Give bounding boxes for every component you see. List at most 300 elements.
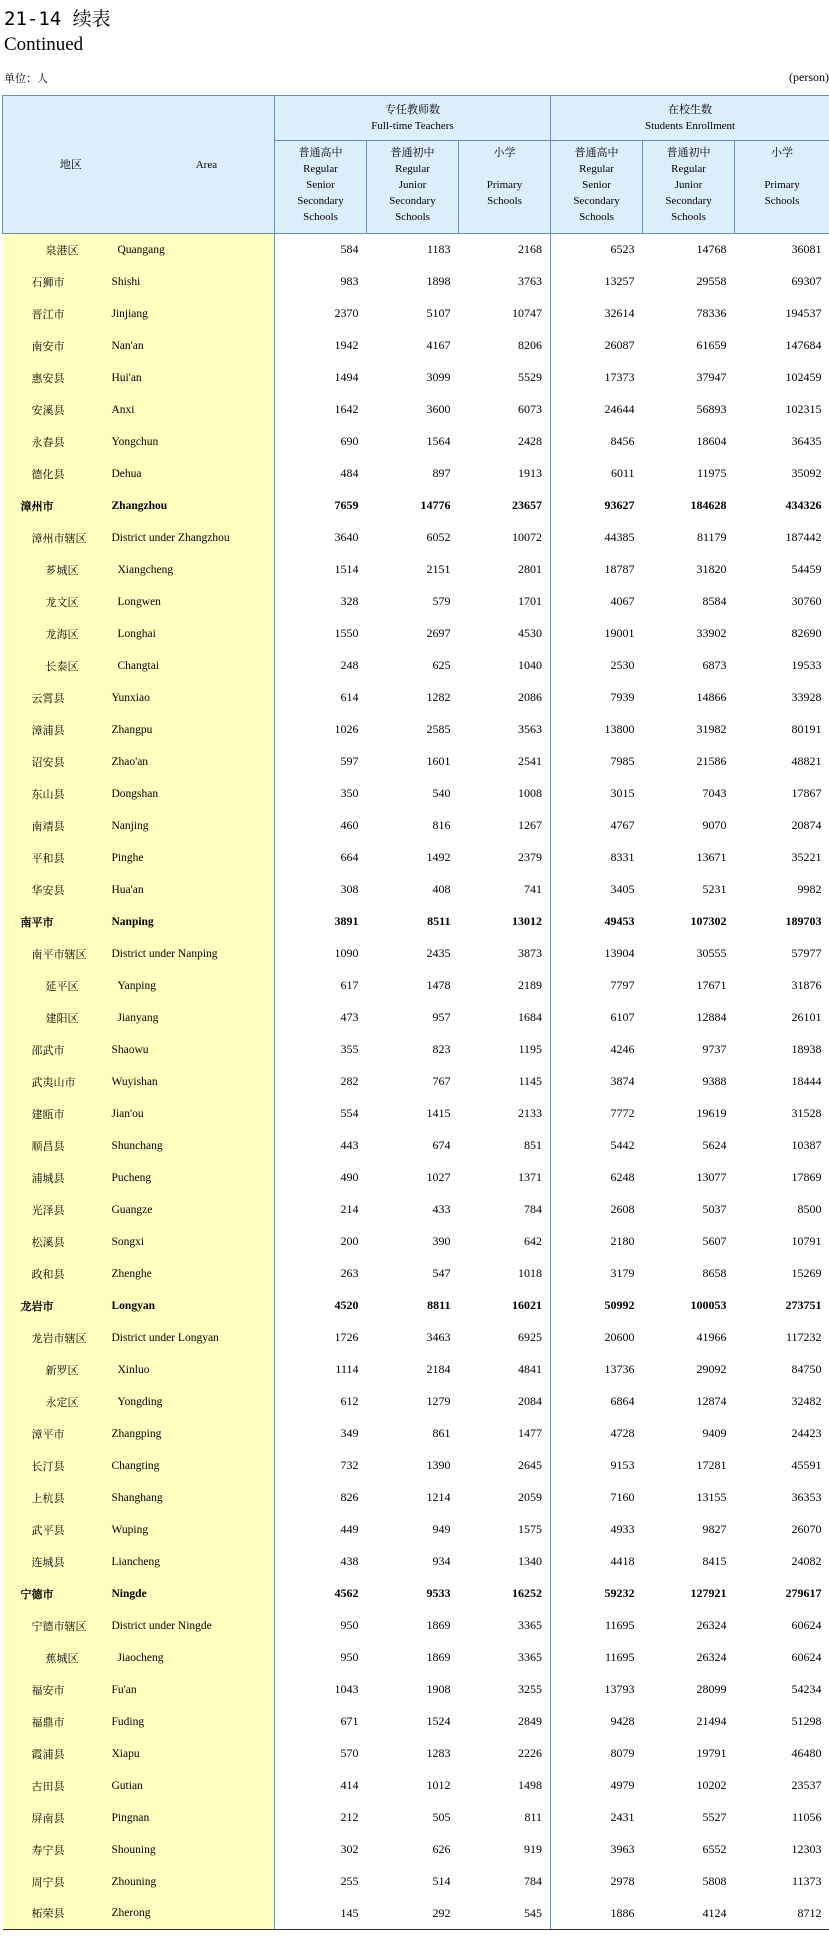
area-name-cn: 南靖县 — [3, 810, 92, 842]
students-primary-cell: 17869 — [791, 1170, 822, 1184]
teachers-senior-cell: 438 — [340, 1554, 359, 1568]
table-row — [3, 1002, 829, 1034]
students-primary-cell: 36081 — [791, 242, 822, 257]
students-primary-cell: 30760 — [791, 594, 822, 608]
table-row — [3, 1706, 829, 1738]
teachers-junior-cell: 816 — [432, 818, 451, 832]
students-primary-cell: 187442 — [785, 530, 822, 544]
students-senior-cell: 3179 — [610, 1266, 635, 1280]
teachers-senior-cell: 355 — [340, 1042, 359, 1056]
teachers-junior-cell: 1869 — [426, 1650, 451, 1664]
teachers-primary-cell: 1008 — [459, 778, 551, 810]
students-junior-cell: 107302 — [690, 914, 727, 928]
table-header — [3, 96, 829, 234]
area-name-en: Nan'an — [92, 330, 275, 362]
students-senior-cell: 7939 — [610, 690, 635, 704]
teachers-junior-cell: 2697 — [426, 626, 451, 640]
students-group-header — [551, 96, 829, 141]
area-name-en: Shaowu — [92, 1034, 275, 1066]
teachers-junior-cell: 14776 — [420, 498, 451, 512]
area-name-cn: 龙文区 — [3, 586, 92, 618]
area-name-en: Songxi — [92, 1226, 275, 1258]
area-name-en: Wuping — [92, 1514, 275, 1546]
students-senior-cell: 13257 — [604, 274, 635, 288]
students-senior-cell: 5442 — [610, 1138, 635, 1152]
teachers-senior-cell: 328 — [340, 594, 359, 608]
table-row — [3, 1770, 829, 1802]
students-junior-cell: 26324 — [696, 1618, 727, 1632]
students-primary-cell: 279617 — [785, 1586, 822, 1600]
area-name-cn: 平和县 — [3, 842, 92, 874]
students-junior-cell: 78336 — [696, 306, 727, 320]
students-junior-cell: 14768 — [696, 242, 727, 257]
teachers-primary-cell: 3255 — [459, 1674, 551, 1706]
students-primary-cell: 69307 — [791, 274, 822, 288]
area-name-cn: 南平市 — [3, 906, 92, 938]
teachers-senior-cell: 950 — [340, 1618, 359, 1632]
students-primary-cell: 102315 — [785, 402, 822, 416]
students-senior-cell: 3405 — [610, 882, 635, 896]
teachers-primary-cell: 16252 — [459, 1578, 551, 1610]
students-junior-cell: 6552 — [702, 1842, 727, 1856]
table-row — [3, 618, 829, 650]
teachers-senior-cell: 1550 — [334, 626, 359, 640]
students-senior-cell: 59232 — [604, 1586, 635, 1600]
teachers-primary-cell: 1575 — [459, 1514, 551, 1546]
students-junior-cell: 17671 — [696, 978, 727, 992]
area-name-en: Xiapu — [92, 1738, 275, 1770]
teachers-primary-cell: 10747 — [459, 298, 551, 330]
area-name-en: Longyan — [92, 1290, 275, 1322]
teachers-junior-cell: 1283 — [426, 1746, 451, 1760]
table-row — [3, 1674, 829, 1706]
students-primary-cell: 24082 — [791, 1554, 822, 1568]
students-primary-cell: 8712 — [735, 1898, 829, 1930]
area-name-en: Pinghe — [92, 842, 275, 874]
students-senior-cell: 4418 — [610, 1554, 635, 1568]
teachers-primary-cell: 3763 — [459, 266, 551, 298]
teachers-primary-cell: 2645 — [459, 1450, 551, 1482]
students-senior-cell: 7985 — [610, 754, 635, 768]
teachers-junior-cell: 505 — [432, 1810, 451, 1824]
teachers-junior-cell: 823 — [432, 1042, 451, 1056]
area-name-cn: 蕉城区 — [3, 1642, 92, 1674]
students-junior-cell: 19791 — [696, 1746, 727, 1760]
teachers-primary-cell: 1701 — [459, 586, 551, 618]
students-primary-cell: 32482 — [791, 1394, 822, 1408]
students-primary-cell: 26070 — [791, 1522, 822, 1536]
students-junior-cell: 28099 — [696, 1682, 727, 1696]
students-junior-cell: 12874 — [696, 1394, 727, 1408]
students-junior-cell: 17281 — [696, 1458, 727, 1472]
teachers-senior-cell: 1043 — [334, 1682, 359, 1696]
area-name-cn: 龙海区 — [3, 618, 92, 650]
students-primary-cell: 19533 — [791, 658, 822, 672]
teachers-junior-cell: 934 — [432, 1554, 451, 1568]
area-name-cn: 建阳区 — [3, 1002, 92, 1034]
students-junior-cell: 5607 — [702, 1234, 727, 1248]
area-name-cn: 武平县 — [3, 1514, 92, 1546]
teachers-junior-cell: 9533 — [426, 1586, 451, 1600]
area-name-en: Pingnan — [92, 1802, 275, 1834]
area-name-en: Jiaocheng — [92, 1642, 275, 1674]
teachers-senior-cell: 950 — [340, 1650, 359, 1664]
students-junior-cell: 30555 — [696, 946, 727, 960]
students-junior-cell: 37947 — [696, 370, 727, 384]
table-row — [3, 1546, 829, 1578]
students-primary-cell: 51298 — [791, 1714, 822, 1728]
teachers-senior-cell: 248 — [340, 658, 359, 672]
area-name-en: Fuding — [92, 1706, 275, 1738]
area-name-cn: 顺昌县 — [3, 1130, 92, 1162]
area-header — [3, 96, 275, 234]
table-row — [3, 234, 829, 266]
students-senior-cell: 9153 — [610, 1458, 635, 1472]
area-name-cn: 上杭县 — [3, 1482, 92, 1514]
teachers-primary-cell: 3563 — [459, 714, 551, 746]
teachers-primary-cell: 5529 — [459, 362, 551, 394]
area-name-cn: 宁德市 — [3, 1578, 92, 1610]
students-junior-cell: 9409 — [702, 1426, 727, 1440]
students-junior-cell: 5231 — [702, 882, 727, 896]
teachers-primary-cell: 1040 — [459, 650, 551, 682]
area-name-cn: 新罗区 — [3, 1354, 92, 1386]
students-primary-cell: 82690 — [791, 626, 822, 640]
teachers-primary-cell: 2541 — [459, 746, 551, 778]
teachers-primary-cell: 10072 — [459, 522, 551, 554]
teachers-primary-cell: 8206 — [459, 330, 551, 362]
students-primary-cell: 80191 — [791, 722, 822, 736]
table-row — [3, 490, 829, 522]
table-row — [3, 1866, 829, 1898]
area-name-cn: 惠安县 — [3, 362, 92, 394]
area-name-en: Fu'an — [92, 1674, 275, 1706]
students-senior-cell: 9428 — [610, 1714, 635, 1728]
teachers-group-header — [275, 96, 551, 141]
page-subtitle: Continued — [4, 34, 84, 55]
table-row — [3, 1898, 829, 1930]
teachers-junior-cell: 6052 — [426, 530, 451, 544]
area-name-en: Zhangping — [92, 1418, 275, 1450]
area-name-cn: 云霄县 — [3, 682, 92, 714]
area-name-cn: 屏南县 — [3, 1802, 92, 1834]
area-name-cn: 长泰区 — [3, 650, 92, 682]
students-senior-cell: 2431 — [610, 1810, 635, 1824]
teachers-header-cn: 专任教师数 — [385, 103, 441, 116]
teachers-junior-cell: 547 — [432, 1266, 451, 1280]
students-junior-cell: 7043 — [702, 786, 727, 800]
teachers-junior-cell: 674 — [432, 1138, 451, 1152]
teachers-senior-cell: 7659 — [334, 498, 359, 512]
students-senior-cell: 24644 — [604, 402, 635, 416]
area-name-en: Jianyang — [92, 1002, 275, 1034]
teachers-senior-cell: 3891 — [334, 914, 359, 928]
students-senior-cell: 6107 — [610, 1010, 635, 1024]
students-junior-cell: 31820 — [696, 562, 727, 576]
teachers-senior-cell: 614 — [340, 690, 359, 704]
students-junior-cell: 13671 — [696, 850, 727, 864]
teachers-primary-cell: 2428 — [459, 426, 551, 458]
students-senior-cell: 18787 — [604, 562, 635, 576]
students-junior-cell: 26324 — [696, 1650, 727, 1664]
students-primary-cell: 20874 — [791, 818, 822, 832]
students-senior-cell: 50992 — [604, 1298, 635, 1312]
teachers-primary-cell: 1340 — [459, 1546, 551, 1578]
table-row — [3, 1130, 829, 1162]
table-row — [3, 682, 829, 714]
students-primary-cell: 10791 — [791, 1234, 822, 1248]
teachers-junior-cell: 1478 — [426, 978, 451, 992]
area-name-en: District under Ningde — [92, 1610, 275, 1642]
students-senior-cell: 20600 — [604, 1330, 635, 1344]
students-primary-cell: 60624 — [791, 1650, 822, 1664]
teachers-senior-cell: 302 — [340, 1842, 359, 1856]
students-junior-cell: 29092 — [696, 1362, 727, 1376]
area-name-cn: 周宁县 — [3, 1866, 92, 1898]
area-name-en: Pucheng — [92, 1162, 275, 1194]
teachers-junior-cell: 626 — [432, 1842, 451, 1856]
table-row — [3, 746, 829, 778]
teachers-senior-cell: 449 — [340, 1522, 359, 1536]
students-primary-cell: 147684 — [785, 338, 822, 352]
students-primary-cell: 102459 — [785, 370, 822, 384]
students-primary-cell: 31876 — [791, 978, 822, 992]
teachers-junior-cell: 1869 — [426, 1618, 451, 1632]
area-name-en: Shouning — [92, 1834, 275, 1866]
students-senior-cell: 2978 — [610, 1874, 635, 1888]
area-name-cn: 漳平市 — [3, 1418, 92, 1450]
students-junior-cell: 41966 — [696, 1330, 727, 1344]
teachers-primary-cell: 2084 — [459, 1386, 551, 1418]
students-junior-cell: 18604 — [696, 434, 727, 448]
area-name-en: Ningde — [92, 1578, 275, 1610]
students-junior-header: 普通初中 Regular Junior Secondary Schools — [643, 141, 735, 234]
teachers-senior-cell: 584 — [340, 242, 359, 257]
students-junior-cell: 6873 — [702, 658, 727, 672]
table-row — [3, 1802, 829, 1834]
teachers-primary-cell: 811 — [459, 1802, 551, 1834]
teachers-primary-cell: 3873 — [459, 938, 551, 970]
teachers-primary-cell: 2379 — [459, 842, 551, 874]
teachers-senior-cell: 690 — [340, 434, 359, 448]
teachers-junior-cell: 1027 — [426, 1170, 451, 1184]
teachers-primary-cell: 1267 — [459, 810, 551, 842]
students-senior-cell: 11695 — [604, 1650, 635, 1664]
students-junior-cell: 10202 — [696, 1778, 727, 1792]
students-senior-cell: 44385 — [604, 530, 635, 544]
table-row — [3, 842, 829, 874]
students-senior-cell: 8331 — [610, 850, 635, 864]
teachers-senior-cell: 2370 — [334, 306, 359, 320]
teachers-primary-cell: 784 — [459, 1866, 551, 1898]
teachers-junior-cell: 3600 — [426, 402, 451, 416]
area-name-cn: 建瓯市 — [3, 1098, 92, 1130]
students-primary-cell: 12303 — [791, 1842, 822, 1856]
teachers-primary-cell: 1684 — [459, 1002, 551, 1034]
teachers-junior-header: 普通初中 Regular Junior Secondary Schools — [367, 141, 459, 234]
table-row — [3, 1258, 829, 1290]
students-senior-cell: 13793 — [604, 1682, 635, 1696]
students-junior-cell: 19619 — [696, 1106, 727, 1120]
students-senior-cell: 26087 — [604, 338, 635, 352]
table-row — [3, 1578, 829, 1610]
teachers-senior-cell: 212 — [340, 1810, 359, 1824]
area-name-en: Shanghang — [92, 1482, 275, 1514]
students-primary-cell: 36353 — [791, 1490, 822, 1504]
students-primary-cell: 45591 — [791, 1458, 822, 1472]
teachers-primary-cell: 1477 — [459, 1418, 551, 1450]
teachers-junior-cell: 1564 — [426, 434, 451, 448]
teachers-header-en: Full-time Teachers — [371, 120, 454, 132]
teachers-junior-cell: 8811 — [427, 1298, 451, 1312]
teachers-senior-cell: 617 — [340, 978, 359, 992]
teachers-primary-cell: 741 — [459, 874, 551, 906]
teachers-junior-cell: 4167 — [426, 338, 451, 352]
teachers-junior-cell: 957 — [432, 1010, 451, 1024]
students-junior-cell: 8658 — [702, 1266, 727, 1280]
students-primary-cell: 18938 — [791, 1042, 822, 1056]
area-name-cn: 政和县 — [3, 1258, 92, 1290]
students-primary-cell: 54234 — [791, 1682, 822, 1696]
area-name-cn: 晋江市 — [3, 298, 92, 330]
students-primary-cell: 46480 — [791, 1746, 822, 1760]
teachers-senior-cell: 597 — [340, 754, 359, 768]
teachers-primary-cell: 545 — [459, 1898, 551, 1930]
area-name-en: Zhenghe — [92, 1258, 275, 1290]
area-name-cn: 南安市 — [3, 330, 92, 362]
teachers-primary-cell: 919 — [459, 1834, 551, 1866]
students-primary-cell: 11373 — [791, 1874, 822, 1888]
students-junior-cell: 5037 — [702, 1202, 727, 1216]
teachers-primary-cell: 6925 — [459, 1322, 551, 1354]
students-senior-cell: 13800 — [604, 722, 635, 736]
teachers-junior-cell: 1282 — [426, 690, 451, 704]
table-row — [3, 330, 829, 362]
teachers-senior-cell: 983 — [340, 274, 359, 288]
students-primary-cell: 35092 — [791, 466, 822, 480]
students-senior-cell: 4728 — [610, 1426, 635, 1440]
teachers-senior-cell: 1514 — [334, 562, 359, 576]
area-name-en: Guangze — [92, 1194, 275, 1226]
teachers-junior-cell: 2585 — [426, 722, 451, 736]
teachers-primary-cell: 6073 — [459, 394, 551, 426]
students-primary-cell: 54459 — [791, 562, 822, 576]
table-row — [3, 1738, 829, 1770]
students-senior-cell: 8456 — [610, 434, 635, 448]
area-name-en: Xiangcheng — [92, 554, 275, 586]
students-primary-cell: 48821 — [791, 754, 822, 768]
teachers-primary-cell: 2189 — [459, 970, 551, 1002]
students-senior-cell: 1886 — [551, 1898, 643, 1930]
area-name-en: Liancheng — [92, 1546, 275, 1578]
teachers-primary-cell: 1018 — [459, 1258, 551, 1290]
students-senior-cell: 2530 — [610, 658, 635, 672]
area-name-cn: 浦城县 — [3, 1162, 92, 1194]
teachers-junior-cell: 1908 — [426, 1682, 451, 1696]
teachers-primary-cell: 2133 — [459, 1098, 551, 1130]
area-name-cn: 延平区 — [3, 970, 92, 1002]
teachers-senior-cell: 200 — [340, 1234, 359, 1248]
table-row — [3, 778, 829, 810]
teachers-senior-cell: 443 — [340, 1138, 359, 1152]
table-row — [3, 1642, 829, 1674]
teachers-senior-cell: 3640 — [334, 530, 359, 544]
area-name-cn: 泉港区 — [3, 234, 92, 266]
students-senior-cell: 4933 — [610, 1522, 635, 1536]
students-senior-cell: 13736 — [604, 1362, 635, 1376]
students-primary-header: 小学 Primary Schools — [735, 141, 829, 234]
students-primary-cell: 9982 — [797, 882, 822, 896]
students-junior-cell: 11975 — [696, 466, 727, 480]
area-name-cn: 霞浦县 — [3, 1738, 92, 1770]
teachers-junior-cell: 1390 — [426, 1458, 451, 1472]
teachers-senior-header: 普通高中 Regular Senior Secondary Schools — [275, 141, 367, 234]
teachers-primary-cell: 851 — [459, 1130, 551, 1162]
teachers-senior-cell: 826 — [340, 1490, 359, 1504]
area-name-en: Zhangzhou — [92, 490, 275, 522]
area-name-en: Longhai — [92, 618, 275, 650]
area-name-cn: 武夷山市 — [3, 1066, 92, 1098]
teachers-junior-cell: 433 — [432, 1202, 451, 1216]
teachers-senior-cell: 1942 — [334, 338, 359, 352]
area-name-en: Yunxiao — [92, 682, 275, 714]
teachers-senior-cell: 263 — [340, 1266, 359, 1280]
teachers-junior-cell: 897 — [432, 466, 451, 480]
teachers-junior-cell: 1183 — [426, 242, 451, 257]
students-senior-cell: 7772 — [610, 1106, 635, 1120]
statistics-table — [2, 95, 829, 1930]
teachers-primary-cell: 16021 — [459, 1290, 551, 1322]
students-senior-cell: 4767 — [610, 818, 635, 832]
table-row — [3, 1226, 829, 1258]
teachers-junior-cell: 1214 — [426, 1490, 451, 1504]
area-name-en: Hua'an — [92, 874, 275, 906]
students-primary-cell: 57977 — [791, 946, 822, 960]
teachers-junior-cell: 3463 — [426, 1330, 451, 1344]
teachers-junior-cell: 514 — [432, 1874, 451, 1888]
teachers-primary-cell: 23657 — [459, 490, 551, 522]
area-name-cn: 南平市辖区 — [3, 938, 92, 970]
area-name-cn: 宁德市辖区 — [3, 1610, 92, 1642]
teachers-primary-cell: 3365 — [459, 1642, 551, 1674]
students-junior-cell: 61659 — [696, 338, 727, 352]
teachers-junior-cell: 3099 — [426, 370, 451, 384]
teachers-junior-cell: 5107 — [426, 306, 451, 320]
teachers-primary-cell: 642 — [459, 1226, 551, 1258]
area-name-en: Zhao'an — [92, 746, 275, 778]
table-row — [3, 1514, 829, 1546]
students-junior-cell: 14866 — [696, 690, 727, 704]
teachers-senior-cell: 4520 — [334, 1298, 359, 1312]
area-name-en: Anxi — [92, 394, 275, 426]
table-row — [3, 970, 829, 1002]
area-name-cn: 德化县 — [3, 458, 92, 490]
area-name-en: Dongshan — [92, 778, 275, 810]
students-primary-cell: 15269 — [791, 1266, 822, 1280]
students-primary-cell: 17867 — [791, 786, 822, 800]
students-senior-cell: 7797 — [610, 978, 635, 992]
students-primary-cell: 117232 — [785, 1330, 822, 1344]
students-primary-cell: 189703 — [785, 914, 822, 928]
students-junior-cell: 5527 — [702, 1810, 727, 1824]
area-name-cn: 东山县 — [3, 778, 92, 810]
students-junior-cell: 29558 — [696, 274, 727, 288]
teachers-primary-cell: 4530 — [459, 618, 551, 650]
teachers-senior-cell: 414 — [340, 1778, 359, 1792]
teachers-primary-cell: 2801 — [459, 554, 551, 586]
teachers-primary-cell: 1195 — [459, 1034, 551, 1066]
students-senior-cell: 3015 — [610, 786, 635, 800]
